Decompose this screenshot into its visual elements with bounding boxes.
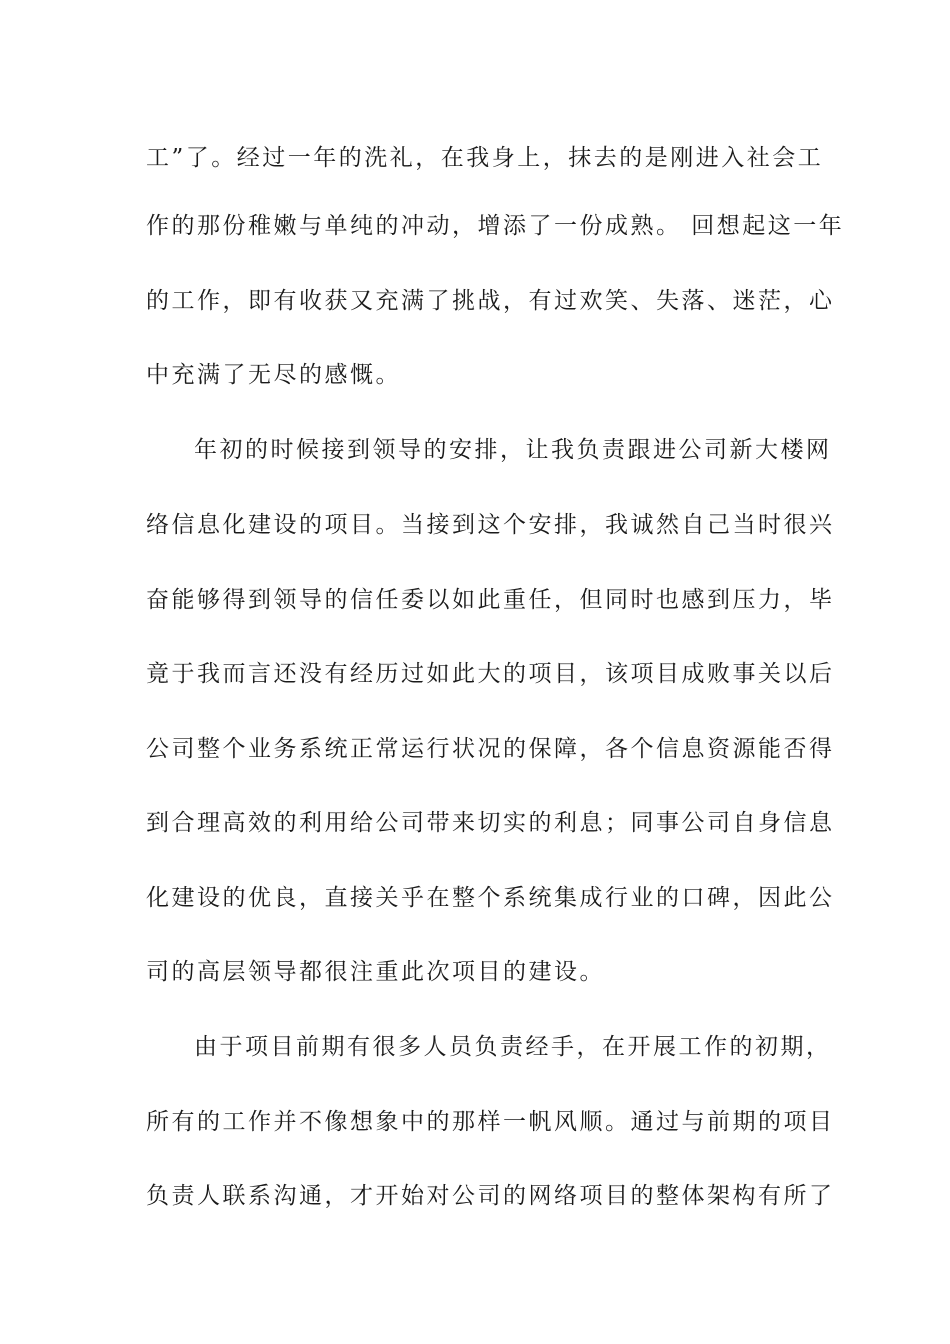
text-line: 负责人联系沟通，才开始对公司的网络项目的整体架构有所了 xyxy=(146,1183,835,1209)
text-line: 奋能够得到领导的信任委以如此重任，但同时也感到压力，毕 xyxy=(146,587,835,613)
text-line: 中充满了无尽的感慨。 xyxy=(146,362,401,388)
text-line: 作的那份稚嫩与单纯的冲动，增添了一份成熟。 回想起这一年 xyxy=(146,213,845,239)
paragraph-first-line: 由于项目前期有很多人员负责经手，在开展工作的初期， xyxy=(194,1034,832,1060)
text-line: 司的高层领导都很注重此次项目的建设。 xyxy=(146,959,605,985)
text-line: 所有的工作并不像想象中的那样一帆风顺。通过与前期的项目 xyxy=(146,1109,835,1135)
text-line: 络信息化建设的项目。当接到这个安排，我诚然自己当时很兴 xyxy=(146,512,835,538)
text-line: 到合理高效的利用给公司带来切实的利息；同事公司自身信息 xyxy=(146,810,835,836)
text-line: 化建设的优良，直接关乎在整个系统集成行业的口碑，因此公 xyxy=(146,885,835,911)
text-line: 公司整个业务系统正常运行状况的保障，各个信息资源能否得 xyxy=(146,736,835,762)
text-line: 工”了。经过一年的洗礼，在我身上，抹去的是刚进入社会工 xyxy=(146,145,824,171)
paragraph-first-line: 年初的时候接到领导的安排，让我负责跟进公司新大楼网 xyxy=(194,437,832,463)
text-line: 竟于我而言还没有经历过如此大的项目，该项目成败事关以后 xyxy=(146,661,835,687)
text-line: 的工作，即有收获又充满了挑战，有过欢笑、失落、迷茫，心 xyxy=(146,288,835,314)
